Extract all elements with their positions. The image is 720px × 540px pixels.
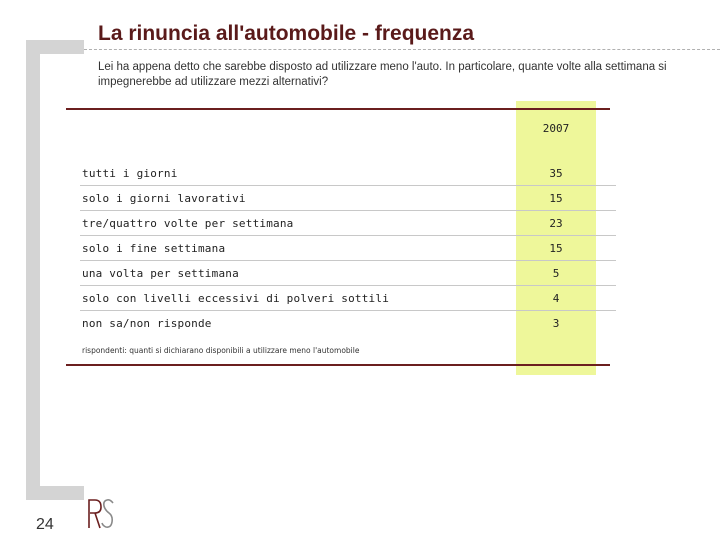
row-label: tutti i giorni [82,167,178,180]
title-divider [84,49,720,50]
row-label: solo con livelli eccessivi di polveri sottili [82,292,390,305]
table-row [80,285,616,311]
table-row [80,310,616,335]
table-row [80,210,616,236]
table-row [80,235,616,261]
table-bottom-rule [66,364,610,366]
row-value: 3 [552,317,560,330]
frame-foot [26,488,84,500]
row-value: 23 [549,217,563,230]
frame-inner [40,54,84,486]
question-text: Lei ha appena detto che sarebbe disposto ad utilizzare meno l'auto. In particolare, quante volte alla settimana si impegnerebbe ad utilizzare mezzi alternativi? [98,61,667,88]
row-label: solo i fine settimana [82,242,226,255]
table-row [80,260,616,286]
row-value: 15 [549,192,563,205]
row-label: solo i giorni lavorativi [82,192,246,205]
row-value: 35 [549,167,563,180]
page-number: 24 [36,516,54,533]
row-value: 4 [552,292,560,305]
page-title: La rinuncia all'automobile - frequenza [98,22,475,45]
table-row [80,160,616,186]
row-value: 15 [549,242,563,255]
row-label: una volta per settimana [82,267,239,280]
column-header-year: 2007 [542,122,570,135]
row-value: 5 [552,267,560,280]
row-label: tre/quattro volte per settimana [82,217,294,230]
table-footnote: rispondenti: quanti si dichiarano disponibili a utilizzare meno l'automobile [82,346,360,355]
table-row [80,185,616,211]
row-label: non sa/non risponde [82,317,212,330]
rs-logo-icon [86,496,116,530]
table-top-rule [66,108,610,110]
